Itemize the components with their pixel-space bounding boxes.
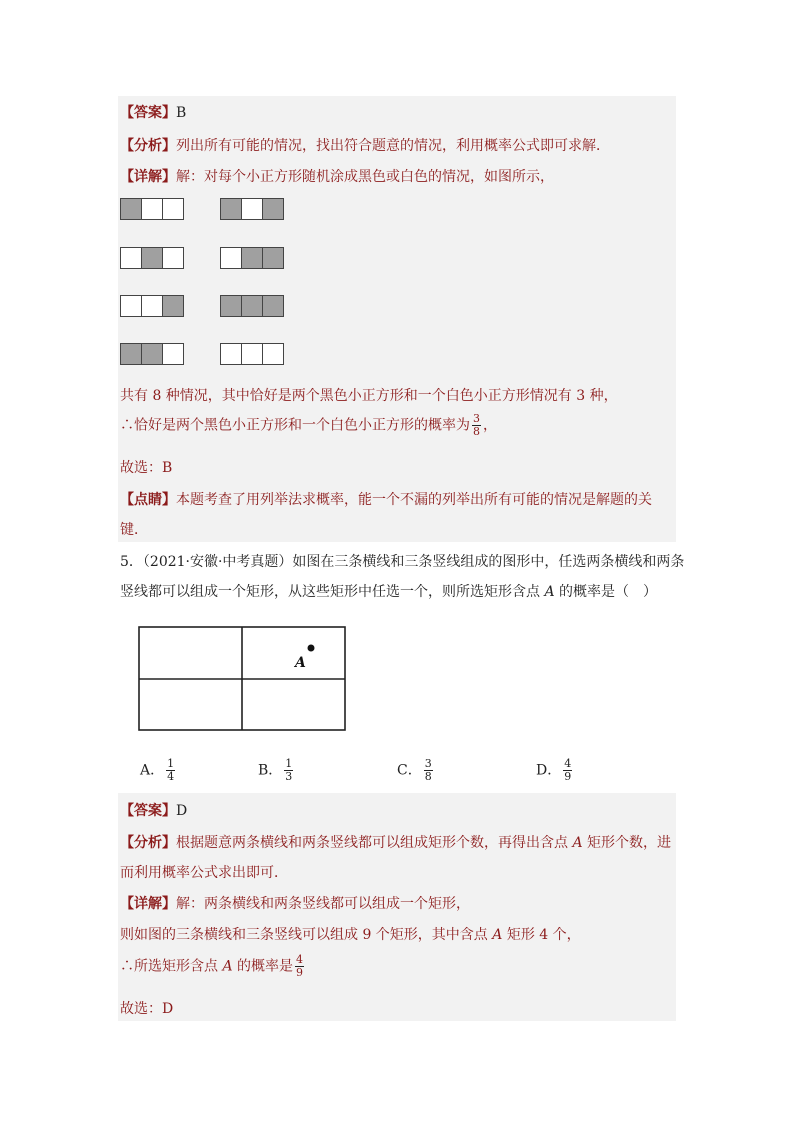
option-fraction	[284, 758, 293, 783]
point-a-label: A	[295, 655, 306, 671]
q4-solution-block	[118, 96, 676, 542]
prob-numerator: 4	[296, 953, 304, 966]
q5-answer-line	[120, 800, 187, 820]
option-numerator: 1	[285, 757, 293, 770]
stem-point: A	[544, 584, 555, 600]
option-letter: B．	[258, 762, 283, 779]
detail-text: 解：两条横线和两条竖线都可以组成一个矩形，	[176, 896, 470, 912]
answer-tag: 【答案】	[120, 803, 176, 819]
color-case-strip	[220, 247, 283, 269]
option-denominator: 8	[424, 770, 432, 783]
q5-prob-line	[120, 954, 306, 979]
q4-prob-line	[120, 413, 497, 438]
q5-detail-line	[120, 893, 470, 913]
analysis-end: 矩形个数，进	[582, 835, 672, 851]
prob-denominator: 8	[473, 425, 480, 438]
option-numerator: 3	[424, 757, 432, 770]
option-letter: D．	[536, 762, 562, 779]
option-b[interactable]	[258, 758, 295, 783]
option-c[interactable]	[397, 758, 435, 783]
detail-text-2: 则如图的三条横线和三条竖线可以组成 9 个矩形，其中含点	[120, 927, 493, 943]
white-square	[162, 247, 184, 269]
black-square	[262, 295, 284, 317]
analysis-tag: 【分析】	[120, 835, 176, 851]
analysis-text: 根据题意两条横线和两条竖线都可以组成矩形个数，再得出含点	[176, 835, 573, 851]
white-square	[141, 198, 163, 220]
q5-analysis-line	[120, 832, 671, 852]
white-square	[241, 198, 263, 220]
black-square	[241, 247, 263, 269]
q5-analysis-line-2: 而利用概率公式求出即可．	[120, 865, 288, 881]
prob-text: ∴所选矩形含点	[120, 958, 223, 975]
option-letter: C．	[397, 762, 422, 779]
white-square	[241, 343, 263, 365]
color-case-strip	[220, 295, 283, 317]
white-square	[220, 247, 242, 269]
color-case-strip	[120, 295, 183, 317]
prob-point: A	[222, 958, 233, 975]
rectangle-grid-figure	[138, 626, 348, 732]
option-denominator: 3	[285, 770, 293, 783]
analysis-point: A	[572, 835, 583, 851]
q4-comment-line	[120, 489, 652, 509]
option-numerator: 1	[167, 757, 175, 770]
stem-end: 的概率是（ ）	[554, 584, 658, 600]
prob-text: ∴恰好是两个黑色小正方形和一个白色小正方形的概率为	[120, 417, 470, 434]
option-fraction	[166, 758, 175, 783]
prob-text-end: 的概率是	[232, 958, 294, 975]
q4-detail-line	[120, 166, 554, 186]
option-fraction	[563, 758, 572, 783]
prob-numerator: 3	[473, 412, 480, 425]
black-square	[220, 295, 242, 317]
white-square	[141, 295, 163, 317]
detail-tag: 【详解】	[120, 169, 176, 185]
prob-fraction	[295, 954, 304, 979]
option-letter: A．	[140, 762, 165, 779]
color-case-strip	[120, 198, 183, 220]
white-square	[162, 198, 184, 220]
black-square	[120, 343, 142, 365]
prob-end: ，	[483, 417, 497, 434]
q5-detail-line-2	[120, 924, 581, 944]
detail-end: 矩形 4 个，	[502, 927, 581, 943]
black-square	[262, 198, 284, 220]
white-square	[262, 343, 284, 365]
white-square	[162, 343, 184, 365]
q4-choose-line: 故选：B	[120, 460, 173, 476]
white-square	[120, 295, 142, 317]
point-a-dot	[308, 645, 315, 652]
q4-analysis-line	[120, 135, 610, 155]
black-square	[141, 247, 163, 269]
prob-fraction	[472, 413, 481, 438]
option-denominator: 9	[564, 770, 572, 783]
option-fraction	[424, 758, 433, 783]
comment-tag: 【点睛】	[120, 492, 176, 508]
option-d[interactable]	[536, 758, 574, 783]
detail-point: A	[492, 927, 503, 943]
color-case-strip	[220, 198, 283, 220]
stem-text: 竖线都可以组成一个矩形，从这些矩形中任选一个，则所选矩形含点	[120, 584, 545, 600]
color-case-strip	[120, 343, 183, 365]
q5-choose-line: 故选：D	[120, 1001, 174, 1017]
answer-tag: 【答案】	[120, 105, 176, 121]
option-denominator: 4	[167, 770, 175, 783]
prob-denominator: 9	[296, 966, 304, 979]
white-square	[220, 343, 242, 365]
color-case-strip	[220, 343, 283, 365]
color-case-strip	[120, 247, 183, 269]
black-square	[241, 295, 263, 317]
detail-tag: 【详解】	[120, 896, 176, 912]
q4-answer-line	[120, 102, 186, 122]
black-square	[162, 295, 184, 317]
comment-text: 本题考查了用列举法求概率，能一个不漏的列举出所有可能的情况是解题的关	[176, 492, 652, 508]
analysis-tag: 【分析】	[120, 138, 176, 154]
analysis-text: 列出所有可能的情况，找出符合题意的情况，利用概率公式即可求解．	[176, 138, 610, 154]
black-square	[220, 198, 242, 220]
q5-stem-line-2	[120, 581, 657, 601]
answer-value: D	[176, 803, 188, 819]
option-a[interactable]	[140, 758, 177, 783]
q4-comment-line-2: 键．	[120, 522, 148, 538]
q5-stem-line-1: 5．（2021·安徽·中考真题）如图在三条横线和三条竖线组成的图形中，任选两条横线和两条	[120, 554, 685, 570]
detail-text: 解：对每个小正方形随机涂成黑色或白色的情况，如图所示，	[176, 169, 554, 185]
q4-total-line: 共有 8 种情况，其中恰好是两个黑色小正方形和一个白色小正方形情况有 3 种，	[120, 388, 618, 404]
black-square	[141, 343, 163, 365]
black-square	[262, 247, 284, 269]
white-square	[120, 247, 142, 269]
answer-value: B	[176, 105, 187, 121]
black-square	[120, 198, 142, 220]
option-numerator: 4	[564, 757, 572, 770]
